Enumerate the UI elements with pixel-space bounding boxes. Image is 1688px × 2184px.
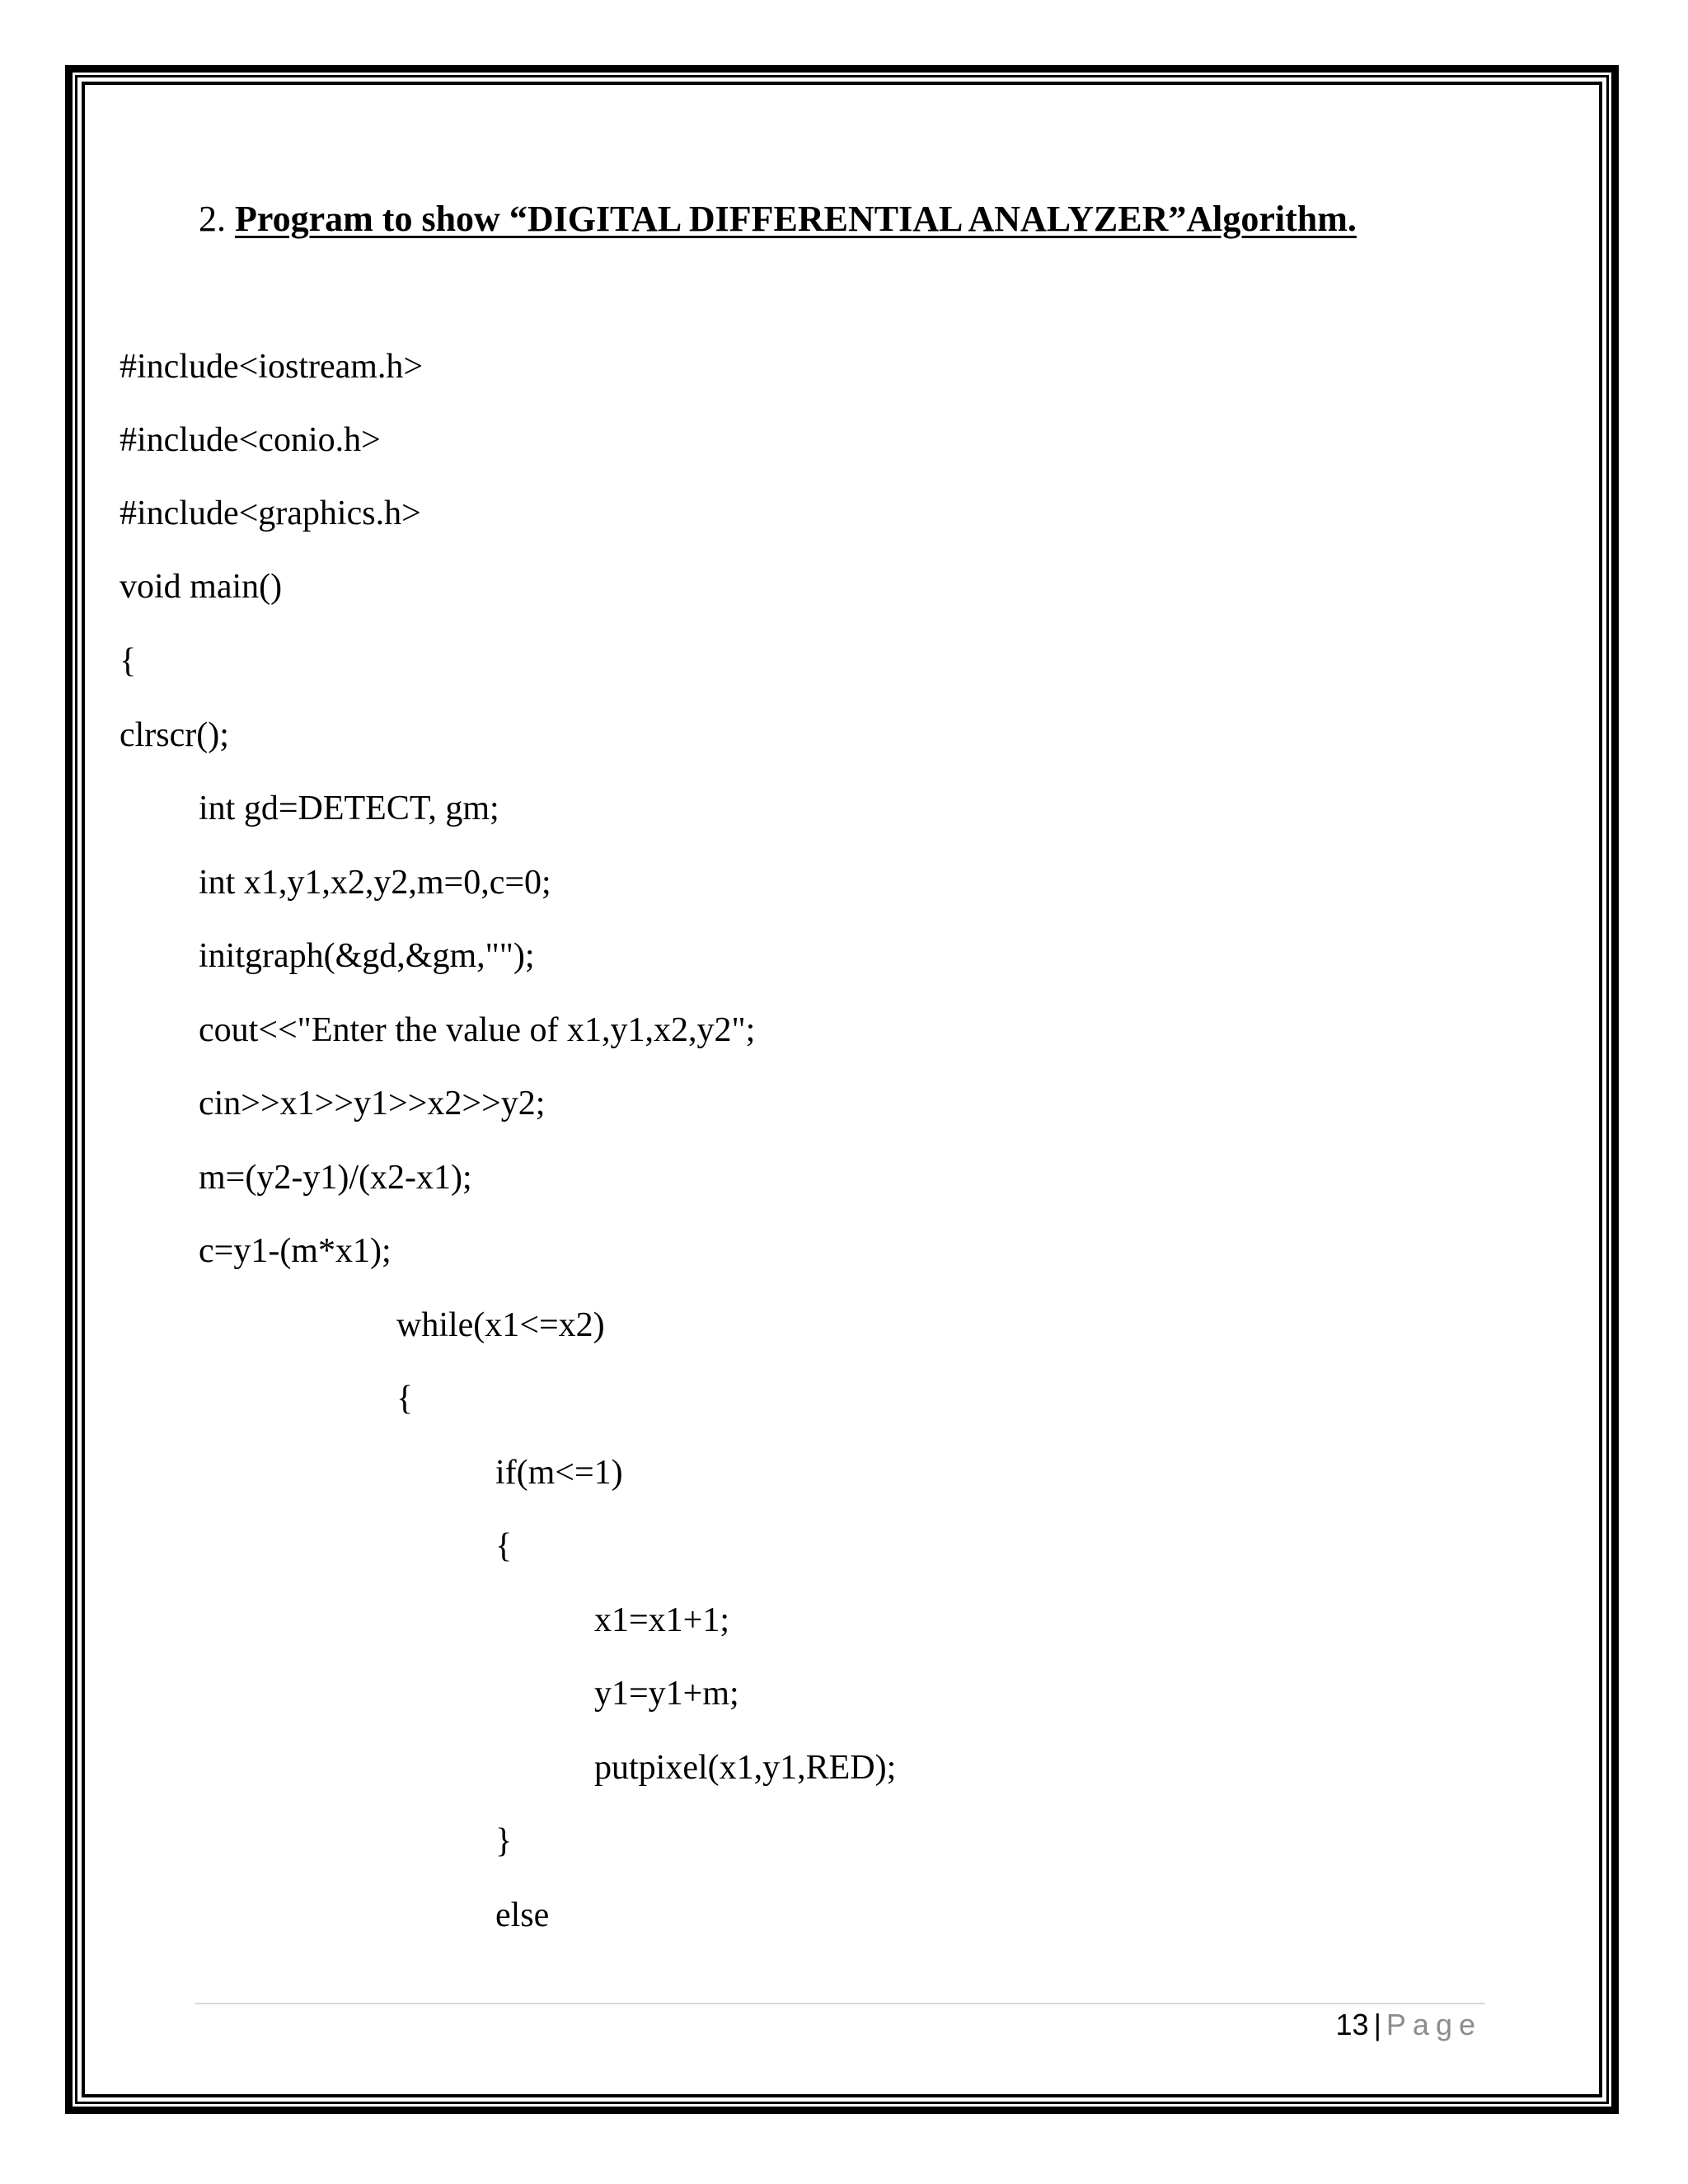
code-line: cin>>x1>>y1>>x2>>y2; xyxy=(199,1085,546,1122)
code-line: clrscr(); xyxy=(120,716,229,754)
code-line: initgraph(&gd,&gm,""); xyxy=(199,937,535,975)
heading-number: 2. xyxy=(199,199,235,239)
page-heading xyxy=(199,196,1357,242)
code-line: #include<conio.h> xyxy=(120,421,381,459)
code-line: #include<iostream.h> xyxy=(120,348,424,386)
code-line: m=(y2-y1)/(x2-x1); xyxy=(199,1159,472,1197)
code-line: int x1,y1,x2,y2,m=0,c=0; xyxy=(199,864,551,902)
heading-title: Program to show “DIGITAL DIFFERENTIAL ANALYZER”Algorithm. xyxy=(235,199,1357,239)
page-footer xyxy=(1336,2006,1482,2044)
code-line: putpixel(x1,y1,RED); xyxy=(594,1749,897,1787)
code-line: while(x1<=x2) xyxy=(396,1306,605,1344)
code-line: void main() xyxy=(120,568,283,606)
code-line: int gd=DETECT, gm; xyxy=(199,790,499,827)
code-line: #include<graphics.h> xyxy=(120,494,421,532)
code-line: { xyxy=(120,642,137,680)
code-line: { xyxy=(495,1527,513,1565)
page-label: Page xyxy=(1386,2008,1482,2041)
code-line: if(m<=1) xyxy=(495,1454,623,1492)
code-line: c=y1-(m*x1); xyxy=(199,1232,392,1270)
code-line: { xyxy=(396,1380,414,1418)
page-number: 13 xyxy=(1335,2008,1369,2041)
footer-divider xyxy=(195,2003,1485,2004)
code-line: cout<<"Enter the value of x1,y1,x2,y2"; xyxy=(199,1011,756,1049)
code-line: y1=y1+m; xyxy=(594,1675,739,1713)
footer-separator: | xyxy=(1373,2008,1381,2041)
code-line: } xyxy=(495,1822,513,1860)
code-line: x1=x1+1; xyxy=(594,1601,730,1639)
code-line: else xyxy=(495,1896,550,1934)
